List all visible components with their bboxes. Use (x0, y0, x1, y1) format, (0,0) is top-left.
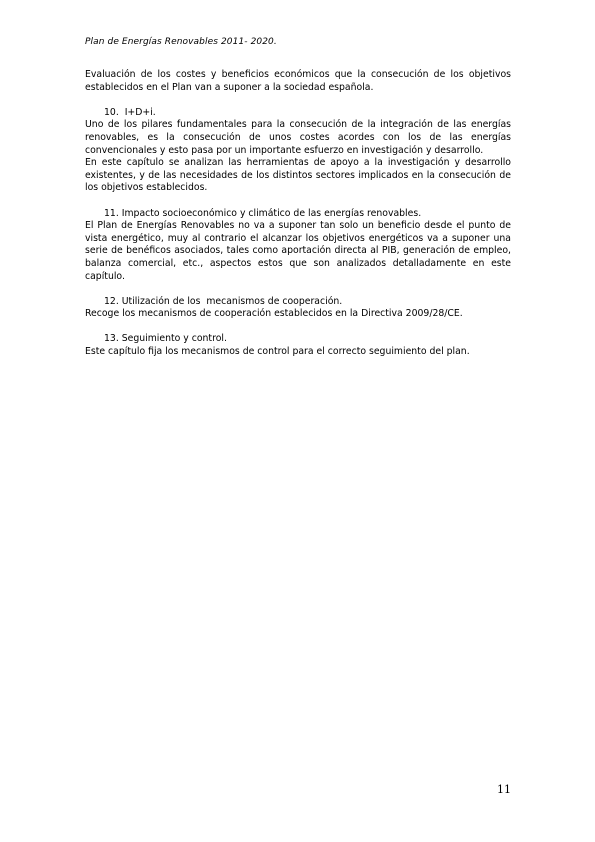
spacer (85, 283, 511, 296)
section-10-paragraph-2: En este capítulo se analizan las herramientas de apoyo a la investigación y desarrollo existentes, y de las necesidades de los distintos sectores implicados en la consecución de los objetivos establecidos. (85, 157, 511, 194)
section-heading-12: 12. Utilización de los mecanismos de cooperación. (104, 295, 343, 307)
section-10-paragraph-1: Uno de los pilares fundamentales para la consecución de la integración de las energías renovables, es la consecución de unos costes acordes con los de las energías convencionales y esto pasa por un importante esfuerzo en investigación y desarrollo. (85, 119, 511, 156)
section-12-paragraph-1: Recoge los mecanismos de cooperación establecidos en la Directiva 2009/28/CE. (85, 308, 463, 320)
section-heading-13: 13. Seguimiento y control. (104, 333, 227, 345)
spacer (85, 94, 511, 107)
section-11-paragraph-1: El Plan de Energías Renovables no va a suponer tan solo un beneficio desde el punto de vista energético, muy al contrario el alcanzar los objetivos energéticos va a suponer una serie de benéficos asociados, tales como aportación directa al PIB, generación de empleo, balanza comercial, etc., aspectos estos que son analizados detalladamente en este capítulo. (85, 220, 511, 282)
section-13-paragraph-1: Este capítulo fija los mecanismos de control para el correcto seguimiento del plan. (85, 346, 470, 358)
spacer (85, 195, 511, 208)
intro-paragraph: Evaluación de los costes y beneficios económicos que la consecución de los objetivos establecidos en el Plan van a suponer a la sociedad española. (85, 69, 511, 93)
section-heading-10: 10. I+D+i. (104, 106, 156, 118)
section-heading-11: 11. Impacto socioeconómico y climático de las energías renovables. (104, 207, 422, 219)
spacer (85, 321, 511, 334)
running-header: Plan de Energías Renovables 2011- 2020. (85, 37, 277, 47)
page-number: 11 (497, 783, 511, 796)
document-body (85, 69, 511, 359)
